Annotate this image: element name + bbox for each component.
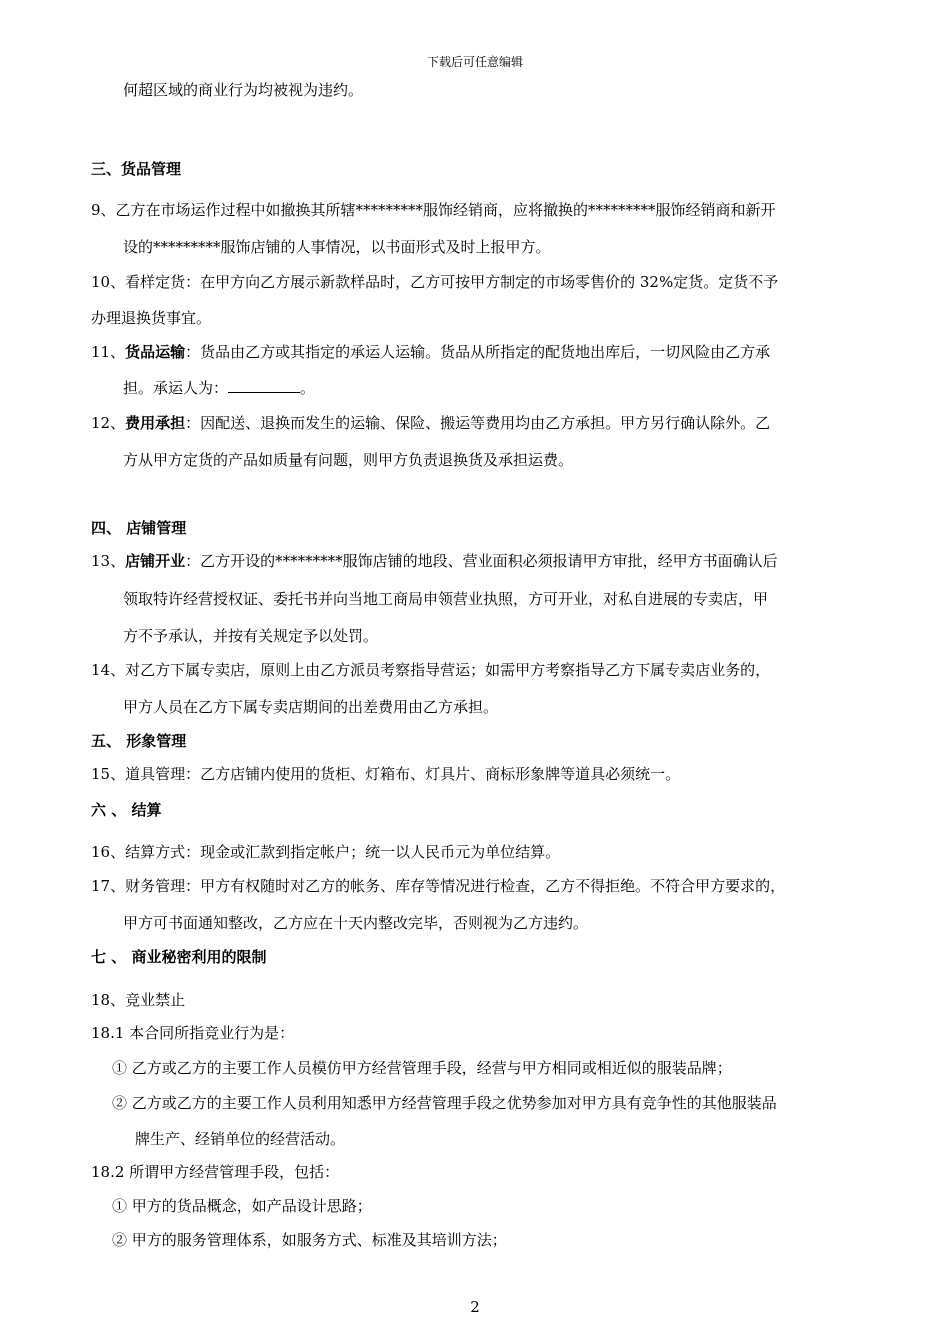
text-line: 9、乙方在市场运作过程中如撤换其所辖*********服饰经销商，应将撤换的*********服饰经销商和新开: [91, 201, 776, 219]
carrier-period: 。: [300, 379, 316, 397]
text-line: 16、结算方式：现金或汇款到指定帐户；统一以人民币元为单位结算。: [91, 843, 561, 861]
text-line: 牌生产、经销单位的经营活动。: [135, 1130, 346, 1148]
text-line: 18、竞业禁止: [91, 991, 186, 1009]
section-heading: 六 、 结算: [91, 801, 162, 819]
clause-11: [91, 342, 770, 362]
clause-12: [91, 413, 770, 433]
section-heading: 三、货品管理: [91, 160, 182, 178]
text-line: 10、看样定货：在甲方向乙方展示新款样品时，乙方可按甲方制定的市场零售价的 32%定货。定货不予: [91, 273, 779, 291]
text-line: 甲方人员在乙方下属专卖店期间的出差费用由乙方承担。: [123, 698, 499, 716]
text-line: 18.1 本合同所指竞业行为是：: [91, 1024, 295, 1042]
clause-text: ：因配送、退换而发生的运输、保险、搬运等费用均由乙方承担。甲方另行确认除外。乙: [185, 414, 771, 432]
section-heading: 四、 店铺管理: [91, 519, 187, 537]
page-number: 2: [470, 1298, 480, 1316]
carrier-label: 担。承运人为：: [123, 379, 229, 397]
text-line: 设的*********服饰店铺的人事情况，以书面形式及时上报甲方。: [123, 238, 551, 256]
clause-text: ：乙方开设的*********服饰店铺的地段、营业面积必须报请甲方审批，经甲方书面确认后: [185, 552, 778, 570]
page-header: 下载后可任意编辑: [426, 55, 523, 69]
text-line: 15、道具管理：乙方店铺内使用的货柜、灯箱布、灯具片、商标形象牌等道具必须统一。: [91, 765, 681, 783]
text-line: 18.2 所谓甲方经营管理手段，包括：: [91, 1163, 340, 1181]
section-heading: 七 、 商业秘密利用的限制: [91, 948, 267, 966]
list-item: ② 甲方的服务管理体系，如服务方式、标准及其培训方法；: [112, 1231, 507, 1249]
text-line: 14、对乙方下属专卖店，原则上由乙方派员考察指导营运；如需甲方考察指导乙方下属专卖店业务的，: [91, 661, 771, 679]
text-line: 何超区域的商业行为均被视为违约。: [123, 81, 364, 99]
clause-number: 12、: [91, 414, 126, 432]
clause-number: 11、: [91, 343, 126, 361]
clause-text: ：货品由乙方或其指定的承运人运输。货品从所指定的配货地出库后，一切风险由乙方承: [185, 343, 771, 361]
carrier-line: [123, 378, 315, 398]
clause-13: [91, 551, 778, 571]
carrier-blank[interactable]: [228, 378, 300, 393]
clause-title: 店铺开业: [125, 552, 186, 570]
list-item: ② 乙方或乙方的主要工作人员利用知悉甲方经营管理手段之优势参加对甲方具有竞争性的其他服装品: [112, 1094, 777, 1112]
list-item: ① 甲方的货品概念，如产品设计思路；: [112, 1197, 372, 1215]
text-line: 办理退换货事宜。: [91, 309, 212, 327]
text-line: 方从甲方定货的产品如质量有问题，则甲方负责退换货及承担运费。: [123, 451, 574, 469]
text-line: 领取特许经营授权证、委托书并向当地工商局申领营业执照，方可开业，对私自进展的专卖店，甲: [123, 590, 769, 608]
text-line: 17、财务管理：甲方有权随时对乙方的帐务、库存等情况进行检查，乙方不得拒绝。不符合甲方要求的，: [91, 877, 786, 895]
clause-title: 费用承担: [125, 414, 186, 432]
text-line: 甲方可书面通知整改，乙方应在十天内整改完毕，否则视为乙方违约。: [123, 914, 589, 932]
text-line: 方不予承认，并按有关规定予以处罚。: [123, 627, 379, 645]
list-item: ① 乙方或乙方的主要工作人员模仿甲方经营管理手段，经营与甲方相同或相近似的服装品牌；: [112, 1059, 732, 1077]
clause-number: 13、: [91, 552, 126, 570]
section-heading: 五、 形象管理: [91, 732, 187, 750]
clause-title: 货品运输: [125, 343, 186, 361]
